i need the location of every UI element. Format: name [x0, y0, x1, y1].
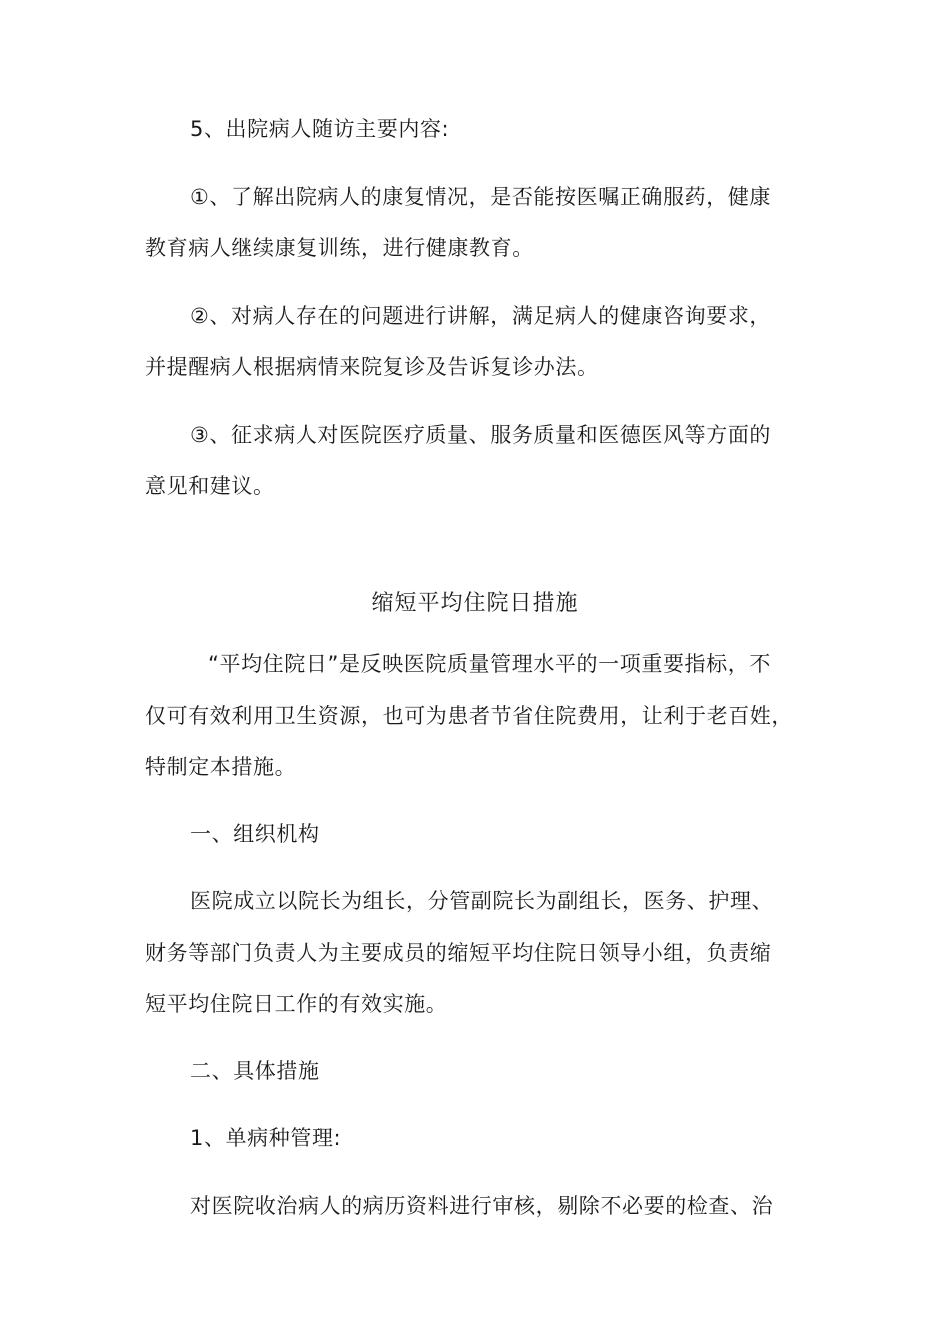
section1-line3: 短平均住院日工作的有效实施。	[145, 992, 448, 1016]
followup-item1-line2: 教育病人继续康复训练，进行健康教育。	[145, 236, 534, 260]
section2-sub1-line1: 对医院收治病人的病历资料进行审核，剔除不必要的检查、治	[190, 1194, 774, 1218]
section1-line2: 财务等部门负责人为主要成员的缩短平均住院日领导小组，负责缩	[145, 941, 772, 965]
followup-heading: 5、出院病人随访主要内容:	[190, 117, 450, 141]
section1-line1: 医院成立以院长为组长，分管副院长为副组长，医务、护理、	[190, 889, 774, 913]
page-title: 缩短平均住院日措施	[371, 591, 579, 616]
intro-line1: “平均住院日”是反映医院质量管理水平的一项重要指标，不	[208, 652, 771, 676]
followup-item2-line1: ②、对病人存在的问题进行讲解，满足病人的健康咨询要求，	[190, 304, 772, 328]
section2-sub1-heading: 1、单病种管理:	[190, 1126, 342, 1150]
followup-item2-line2: 并提醒病人根据病情来院复诊及告诉复诊办法。	[145, 355, 599, 379]
intro-line2: 仅可有效利用卫生资源，也可为患者节省住院费用，让利于老百姓，	[145, 704, 793, 728]
followup-item1-line1: ①、了解出院病人的康复情况，是否能按医嘱正确服药，健康	[190, 185, 772, 209]
followup-item3-line1: ③、征求病人对医院医疗质量、服务质量和医德医风等方面的	[190, 423, 772, 447]
followup-item3-line2: 意见和建议。	[145, 474, 275, 498]
intro-line3: 特制定本措施。	[145, 755, 297, 779]
section1-heading: 一、组织机构	[190, 822, 320, 846]
section2-heading: 二、具体措施	[190, 1059, 320, 1083]
